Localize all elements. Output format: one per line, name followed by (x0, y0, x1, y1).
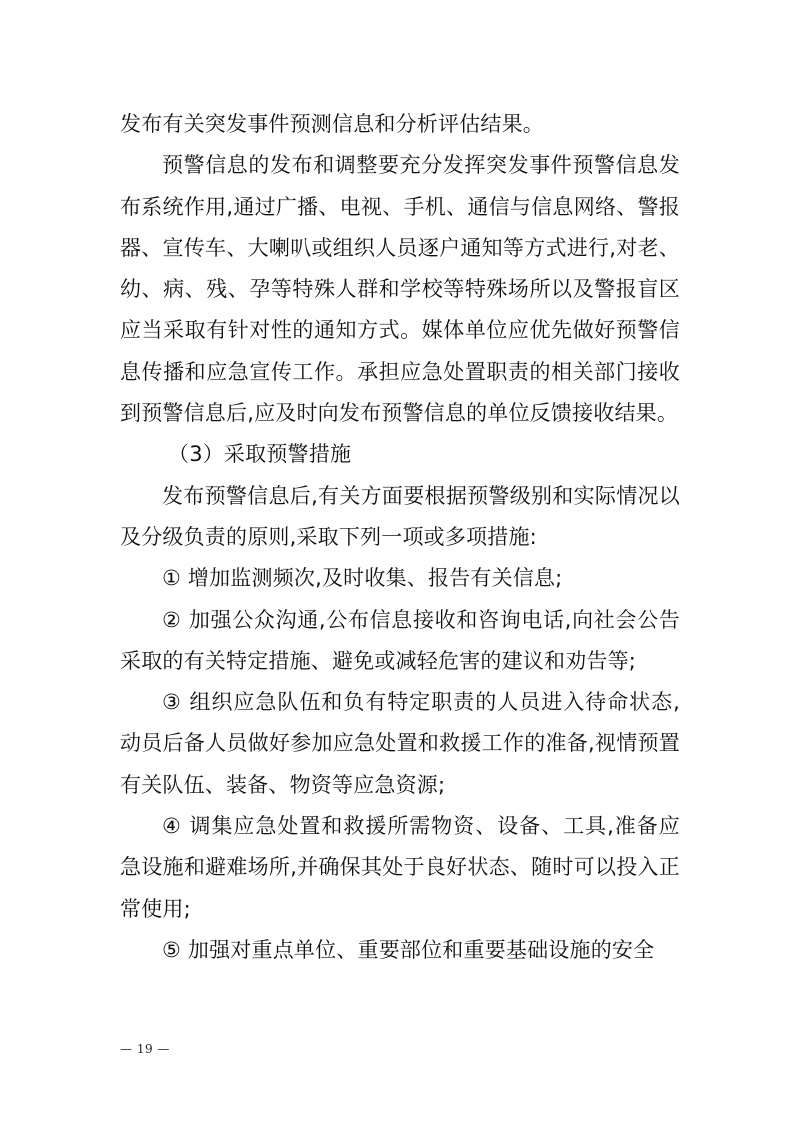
page-number: — 19 — (120, 1042, 170, 1056)
document-body (120, 104, 680, 971)
list-item-measure-2: ② 加强公众沟通,公布信息接收和咨询电话,向社会公告采取的有关特定措施、避免或减轻危害的建议和劝告等; (120, 607, 680, 673)
paragraph-continuation: 发布有关突发事件预测信息和分析评估结果。 (120, 112, 544, 136)
list-item-measure-1: ① 增加监测频次,及时收集、报告有关信息; (162, 566, 563, 591)
list-item-measure-4: ④ 调集应急处置和救援所需物资、设备、工具,准备应急设施和避难场所,并确保其处于良好状态、随时可以投入正常使用; (120, 814, 680, 921)
list-item-measure-5: ⑤ 加强对重点单位、重要部位和重要基础设施的安全 (162, 937, 655, 962)
list-item-measure-3: ③ 组织应急队伍和负有特定职责的人员进入待命状态,动员后备人员做好参加应急处置和救援工作的准备,视情预置有关队伍、装备、物资等应急资源; (120, 690, 680, 797)
paragraph-measures-intro: 发布预警信息后,有关方面要根据预警级别和实际情况以及分级负责的原则,采取下列一项或多项措施: (120, 483, 680, 549)
paragraph-warning-release: 预警信息的发布和调整要充分发挥突发事件预警信息发布系统作用,通过广播、电视、手机、通信与信息网络、警报器、宣传车、大喇叭或组织人员逐户通知等方式进行,对老、幼、病、残、孕等特殊人群和学校等特殊场所以及警报盲区应当采取有针对性的通知方式。媒体单位应优先做好预警信息传播和应急宣传工作。承担应急处置职责的相关部门接收到预警信息后,应及时向发布预警信息的单位反馈接收结果。 (120, 153, 680, 426)
section-heading-warning-measures: （3）采取预警措施 (168, 442, 352, 467)
